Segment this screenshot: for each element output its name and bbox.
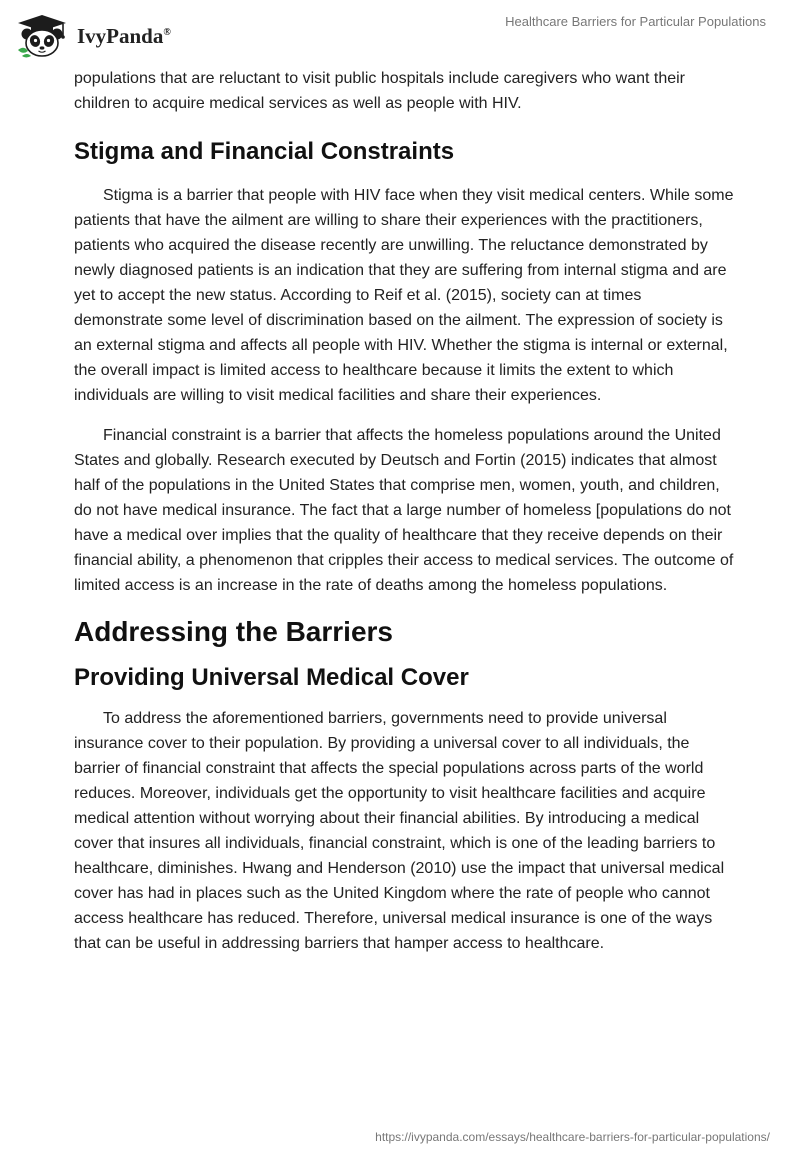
heading-universal-medical-cover: Providing Universal Medical Cover: [74, 664, 469, 691]
heading-addressing-barriers: Addressing the Barriers: [74, 616, 393, 647]
paragraph-stigma: Stigma is a barrier that people with HIV face when they visit medical centers. While some patients that have the ailment are willing to share their experiences with the practitioners, patients who acquired the disease recently are unwilling. The reluctance demonstrated by newly diagnosed patients is an indication that they are suffering from internal stigma and are yet to accept the new status. According to Reif et al. (2015), society can at times demonstrate some level of discrimination based on the ailment. The expression of society is an external stigma and affects all people with HIV. Whether the stigma is internal or external, the overall impact is limited access to healthcare because it limits the extent to which individuals are willing to visit medical facilities and share their experiences.: [74, 187, 734, 404]
paragraph-continuation: populations that are reluctant to visit public hospitals include caregivers who want their children to acquire medical services as well as people with HIV.: [74, 70, 685, 112]
paragraph-universal-cover: To address the aforementioned barriers, governments need to provide universal insurance cover to their population. By providing a universal cover to all individuals, the barrier of financial constraint that affects the special populations across parts of the world reduces. Moreover, individuals get the opportunity to visit healthcare facilities and acquire medical attention without worrying about their financial abilities. By introducing a medical cover that insures all individuals, financial constraint, which is one of the leading barriers to healthcare, diminishes. Hwang and Henderson (2010) use the impact that universal medical cover has had in places such as the United Kingdom where the rate of people who cannot access healthcare has reduced. Therefore, universal medical insurance is one of the ways that can be useful in addressing barriers that hamper access to healthcare.: [74, 710, 725, 952]
heading-stigma-financial: Stigma and Financial Constraints: [74, 138, 455, 165]
brand-name: IvyPanda®: [77, 23, 171, 48]
document-title: Healthcare Barriers for Particular Populations: [505, 14, 766, 29]
panda-graduation-cap-icon: [14, 12, 70, 58]
page-header: [0, 0, 800, 70]
logo[interactable]: [14, 12, 171, 58]
paragraph-financial-constraint: Financial constraint is a barrier that affects the homeless populations around the United States and globally. Research executed by Deutsch and Fortin (2015) indicates that almost half of the populations in the United States that comprise men, women, youth, and children, do not have medical insurance. The fact that a large number of homeless [populations do not have a medical over implies that the quality of healthcare that they receive depends on their financial ability, a phenomenon that cripples their access to medical services. The outcome of limited access is an increase in the rate of deaths among the homeless populations.: [74, 427, 734, 594]
source-url[interactable]: https://ivypanda.com/essays/healthcare-barriers-for-particular-populations/: [375, 1130, 770, 1144]
essay-content: [74, 66, 734, 971]
